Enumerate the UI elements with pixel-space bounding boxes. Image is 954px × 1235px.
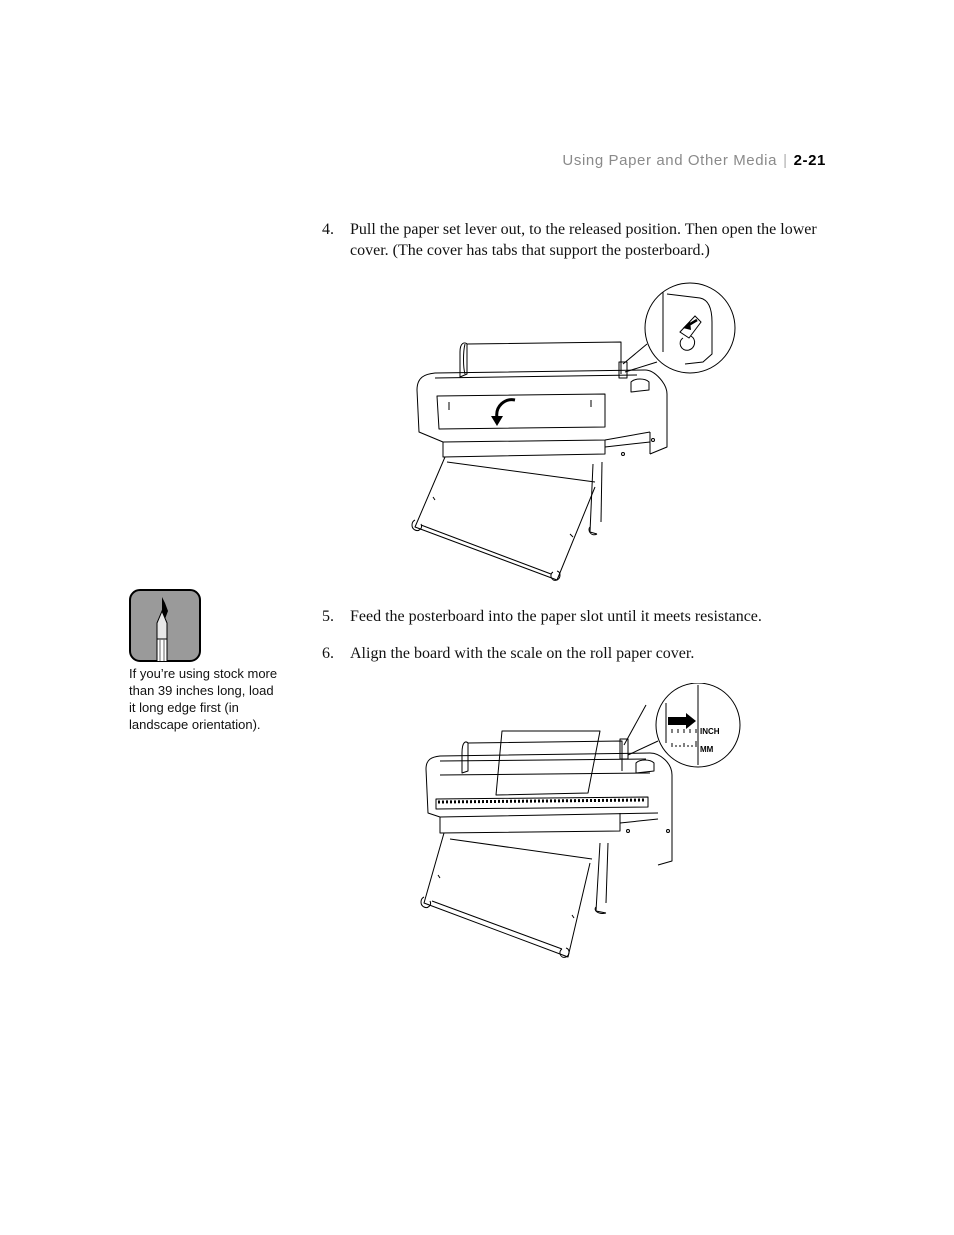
step-number: 4. [322,221,334,238]
step-6 [322,643,822,664]
note-box [129,589,201,662]
step-text: Feed the posterboard into the paper slot until it meets resistance. [350,608,762,625]
pencil-note-icon [129,589,201,662]
step-text: Pull the paper set lever out, to the released position. Then open the lower cover. (The cover has tabs that support the posterboard.) [350,221,817,259]
running-header [562,152,826,169]
header-separator: | [783,152,788,169]
scale-label-inch: INCH [700,727,720,736]
step-number: 6. [322,645,334,662]
section-title: Using Paper and Other Media [562,152,778,169]
step-number: 5. [322,608,334,625]
step-5 [322,606,822,627]
posterboard-alignment-illustration [410,683,755,963]
step-text: Align the board with the scale on the roll paper cover. [350,645,695,662]
printer-lower-cover-illustration [405,282,745,587]
step-4 [322,219,822,261]
scale-label-mm: MM [700,745,714,754]
page-number: 2-21 [793,152,826,169]
note-text: If you’re using stock more than 39 inches long, load it long edge first (in landscape orientation). [129,666,278,732]
